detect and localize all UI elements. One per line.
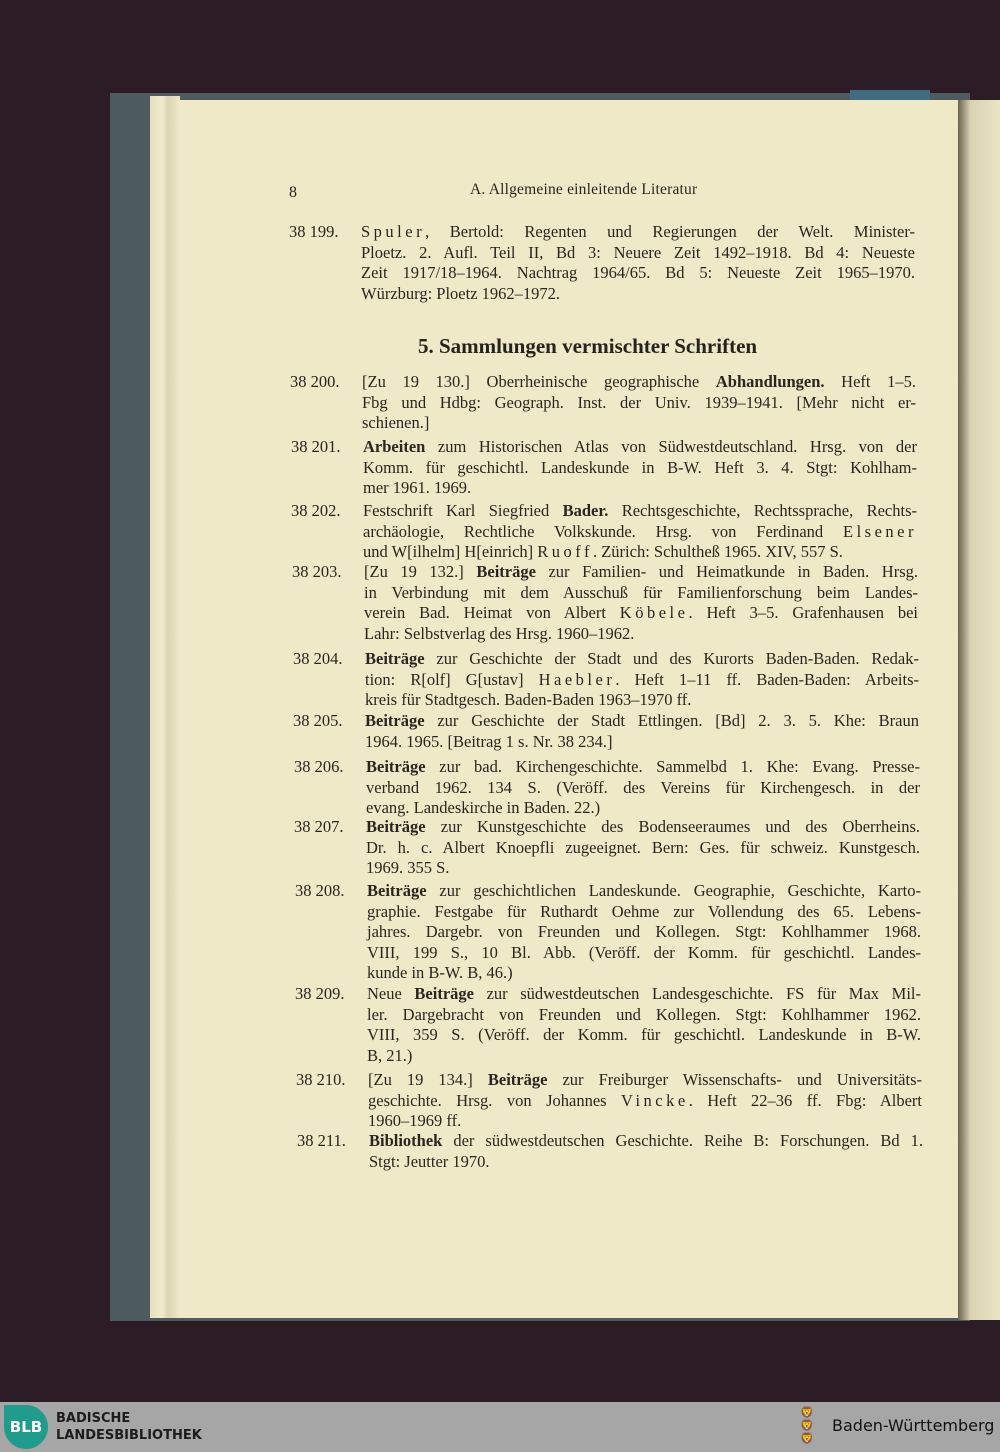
entry-text: Neue bbox=[367, 984, 415, 1003]
entry-line bbox=[363, 542, 917, 563]
entry-text: . Zürich: Schultheß 1965. XIV, 557 S. bbox=[592, 542, 843, 561]
entry-line bbox=[367, 984, 921, 1005]
entry-text: Ploetz. 2. Aufl. Teil II, Bd 3: Neuere Zeit 1492–1918. Bd 4: Neueste bbox=[361, 242, 915, 262]
entry-text: schienen.] bbox=[362, 413, 430, 432]
entry-number: 38 203. bbox=[292, 562, 342, 581]
section-heading: 5. Sammlungen vermischter Schriften bbox=[418, 334, 758, 358]
entry-number: 38 202. bbox=[291, 501, 341, 520]
entry-text: Dr. h. c. Albert Knoepfli zugeeignet. Bern: Ges. für schweiz. Kunstgesch. bbox=[366, 837, 920, 857]
entry-line bbox=[361, 243, 915, 264]
entry-text: [Zu 19 130.] Oberrheinische geographische bbox=[362, 372, 716, 391]
entry-line bbox=[362, 372, 916, 393]
bibliography-entry bbox=[290, 372, 916, 434]
entry-text: geschichte. Hrsg. von Johannes bbox=[368, 1090, 622, 1110]
entry-text: . Heft 22–36 ff. Fbg: Albert bbox=[688, 1090, 922, 1110]
entry-line bbox=[361, 222, 915, 243]
entry-line bbox=[367, 881, 921, 902]
entry-text: ler. Dargebracht von Freunden und Kollegen. Stgt: Kohlhammer 1962. bbox=[367, 1004, 921, 1024]
entry-text: der südwestdeutschen Geschichte. Reihe B: Forschungen. Bd 1. bbox=[442, 1131, 923, 1150]
entry-text: jahres. Dargebr. von Freunden und Kollegen. Stgt: Kohlhammer 1968. bbox=[367, 922, 921, 941]
entry-line bbox=[368, 1070, 922, 1091]
entry-line bbox=[365, 732, 919, 753]
entry-line bbox=[361, 284, 915, 305]
entry-text: VIII, 359 S. (Veröff. der Komm. für geschichtl. Landeskunde in B-W. bbox=[367, 1025, 921, 1044]
entry-text: zur Geschichte der Stadt Ettlingen. [Bd] 2. 3. 5. Khe: Braun bbox=[424, 711, 919, 730]
entry-author: Köbele bbox=[619, 603, 689, 622]
entry-line bbox=[364, 562, 918, 583]
entry-text: B, 21.) bbox=[367, 1045, 413, 1065]
entry-text: zur südwestdeutschen Landesgeschichte. FS für Max Mil- bbox=[473, 984, 921, 1003]
entry-keyword: Beiträge bbox=[365, 711, 425, 730]
entry-line bbox=[369, 1152, 923, 1173]
entry-line bbox=[368, 1091, 922, 1112]
entry-keyword: Beiträge bbox=[414, 984, 474, 1003]
entry-text: mer 1961. 1969. bbox=[363, 478, 472, 497]
bibliography-entry bbox=[293, 649, 919, 711]
entry-line bbox=[363, 522, 917, 543]
entry-text: zur geschichtlichen Landeskunde. Geographie, Geschichte, Karto- bbox=[426, 881, 921, 900]
entry-line bbox=[367, 922, 921, 943]
entry-text: zur Geschichte der Stadt und des Kurorts Baden-Baden. Redak- bbox=[424, 649, 919, 668]
entry-number: 38 200. bbox=[290, 372, 340, 391]
entry-line bbox=[363, 458, 917, 479]
entry-line bbox=[366, 778, 920, 799]
entry-text: evang. Landeskirche in Baden. 22.) bbox=[366, 798, 601, 817]
entry-text: [Zu 19 132.] bbox=[364, 562, 477, 581]
entry-line bbox=[366, 858, 920, 879]
entry-number: 38 211. bbox=[297, 1131, 346, 1150]
entry-number: 38 210. bbox=[296, 1070, 346, 1089]
bibliography-entry bbox=[292, 562, 918, 644]
entry-text: verband 1962. 134 S. (Veröff. des Vereins für Kirchengesch. in der bbox=[366, 777, 920, 797]
entry-line bbox=[365, 670, 919, 691]
entry-author: Haebler bbox=[538, 669, 616, 689]
entry-text: zur Freiburger Wissenschafts- und Universitäts- bbox=[547, 1070, 922, 1089]
entry-number: 38 207. bbox=[294, 817, 344, 836]
entry-keyword: Beiträge bbox=[367, 881, 427, 900]
entry-line bbox=[366, 817, 920, 838]
entry-keyword: Arbeiten bbox=[363, 437, 426, 456]
entry-text: tion: R[olf] G[ustav] bbox=[365, 669, 539, 689]
entry-text: Komm. für geschichtl. Landeskunde in B-W. Heft 3. 4. Stgt: Kohlham- bbox=[363, 457, 917, 477]
entry-text: Lahr: Selbstverlag des Hrsg. 1960–1962. bbox=[364, 623, 635, 643]
bibliography-entry bbox=[295, 881, 921, 984]
entry-text: zur Familien- und Heimatkunde in Baden. Hrsg. bbox=[535, 562, 918, 581]
running-head: A. Allgemeine einleitende Literatur bbox=[470, 181, 698, 198]
entry-text: [Zu 19 134.] bbox=[368, 1070, 488, 1089]
entry-line bbox=[366, 798, 920, 819]
entry-text: 1964. 1965. [Beitrag 1 s. Nr. 38 234.] bbox=[365, 731, 613, 751]
entry-line bbox=[369, 1131, 923, 1152]
entry-number: 38 204. bbox=[293, 649, 343, 668]
entry-line bbox=[361, 263, 915, 284]
entry-line bbox=[366, 757, 920, 778]
entry-line bbox=[366, 838, 920, 859]
library-name-line2: LANDESBIBLIOTHEK bbox=[56, 1428, 202, 1443]
entry-number: 38 206. bbox=[294, 757, 344, 776]
entry-keyword: Beiträge bbox=[476, 562, 536, 581]
entry-text: archäologie, Rechtliche Volkskunde. Hrsg. von Ferdinand bbox=[363, 521, 844, 541]
entry-line bbox=[364, 603, 918, 624]
entry-text: VIII, 199 S., 10 Bl. Abb. (Veröff. der Komm. für geschichtl. Landes- bbox=[367, 942, 921, 962]
entry-author: Spuler bbox=[361, 222, 426, 241]
book-cover-top-edge bbox=[850, 90, 930, 100]
entry-keyword: Beiträge bbox=[365, 649, 425, 668]
three-lions-coat-of-arms-icon: 🦁 🦁 🦁 bbox=[800, 1406, 814, 1445]
entry-text: verein Bad. Heimat von Albert bbox=[364, 603, 620, 622]
entry-line bbox=[365, 711, 919, 732]
entry-author: Ruoff bbox=[537, 542, 593, 561]
entry-keyword: Beiträge bbox=[487, 1070, 548, 1089]
entry-line bbox=[367, 1025, 921, 1046]
library-name[interactable] bbox=[56, 1410, 202, 1444]
entry-text: . Heft 1–11 ff. Baden-Baden: Arbeits- bbox=[615, 669, 919, 689]
entry-text: 1960–1969 ff. bbox=[368, 1111, 462, 1130]
entry-text: , Bertold: Regenten und Regierungen der Welt. Minister- bbox=[425, 222, 915, 241]
entry-number: 38 209. bbox=[295, 984, 345, 1003]
entry-line bbox=[364, 624, 918, 645]
bibliography-entry bbox=[295, 984, 921, 1066]
bibliography-entry bbox=[294, 817, 920, 879]
entry-author: Vincke bbox=[621, 1090, 689, 1110]
entry-text: kreis für Stadtgesch. Baden-Baden 1963–1970 ff. bbox=[365, 690, 692, 709]
entry-text: Festschrift Karl Siegfried bbox=[363, 501, 563, 520]
entry-text: Heft 1–5. bbox=[824, 372, 916, 391]
bibliography-entry bbox=[297, 1131, 923, 1172]
blb-logo[interactable]: BLB bbox=[4, 1405, 48, 1449]
entry-text: . Heft 3–5. Grafenhausen bei bbox=[688, 603, 918, 622]
entry-text: zum Historischen Atlas von Südwestdeutschland. Hrsg. von der bbox=[425, 437, 917, 456]
bibliography-entry bbox=[291, 437, 917, 499]
entry-keyword: Beiträge bbox=[366, 817, 426, 836]
entry-text: und W[ilhelm] H[einrich] bbox=[363, 542, 538, 561]
bibliography-entry bbox=[289, 222, 915, 304]
bibliography-entry bbox=[296, 1070, 922, 1132]
entry-line bbox=[368, 1111, 922, 1132]
state-name[interactable]: Baden-Württemberg bbox=[832, 1416, 995, 1435]
bibliography-entry bbox=[293, 711, 919, 752]
entry-line bbox=[363, 501, 917, 522]
entry-keyword: Abhandlungen. bbox=[715, 372, 825, 391]
bibliography-entry bbox=[291, 501, 917, 563]
entry-number: 38 205. bbox=[293, 711, 343, 730]
entry-text: kunde in B-W. B, 46.) bbox=[367, 963, 513, 982]
entry-text: graphie. Festgabe für Ruthardt Oehme zur Vollendung des 65. Lebens- bbox=[367, 901, 921, 921]
entry-line bbox=[363, 478, 917, 499]
entry-text: in Verbindung mit dem Ausschuß für Familienforschung beim Landes- bbox=[364, 582, 918, 602]
library-name-line1: BADISCHE bbox=[56, 1411, 131, 1426]
entry-line bbox=[365, 649, 919, 670]
entry-text: zur bad. Kirchengeschichte. Sammelbd 1. Khe: Evang. Presse- bbox=[425, 757, 920, 776]
entry-text: Stgt: Jeutter 1970. bbox=[369, 1151, 490, 1171]
entry-keyword: Bibliothek bbox=[369, 1131, 443, 1150]
entry-text: Rechtsgeschichte, Rechtssprache, Rechts- bbox=[608, 501, 917, 520]
entry-author: Elsener bbox=[843, 521, 917, 541]
entry-keyword: Beiträge bbox=[366, 757, 426, 776]
entry-line bbox=[367, 902, 921, 923]
entry-text: 1969. 355 S. bbox=[366, 858, 450, 877]
entry-number: 38 199. bbox=[289, 222, 339, 241]
entry-line bbox=[367, 1046, 921, 1067]
entry-number: 38 208. bbox=[295, 881, 345, 900]
entry-line bbox=[362, 393, 916, 414]
entry-line bbox=[362, 413, 916, 434]
entry-text: zur Kunstgeschichte des Bodenseeraumes und des Oberrheins. bbox=[425, 817, 920, 836]
entry-line bbox=[363, 437, 917, 458]
facing-page-edge bbox=[958, 100, 1000, 1320]
page-stack-edge bbox=[150, 96, 180, 1318]
entry-number: 38 201. bbox=[291, 437, 341, 456]
entry-line bbox=[367, 963, 921, 984]
entry-text: Fbg und Hdbg: Geograph. Inst. der Univ. 1939–1941. [Mehr nicht er- bbox=[362, 392, 916, 412]
entry-line bbox=[367, 943, 921, 964]
page-number: 8 bbox=[289, 184, 297, 201]
entry-line bbox=[364, 583, 918, 604]
bibliography-entry bbox=[294, 757, 920, 819]
entry-text: Zeit 1917/18–1964. Nachtrag 1964/65. Bd 5: Neueste Zeit 1965–1970. bbox=[361, 263, 915, 282]
entry-line bbox=[365, 690, 919, 711]
entry-keyword: Bader. bbox=[562, 501, 609, 520]
entry-text: Würzburg: Ploetz 1962–1972. bbox=[361, 283, 561, 303]
entry-line bbox=[367, 1005, 921, 1026]
